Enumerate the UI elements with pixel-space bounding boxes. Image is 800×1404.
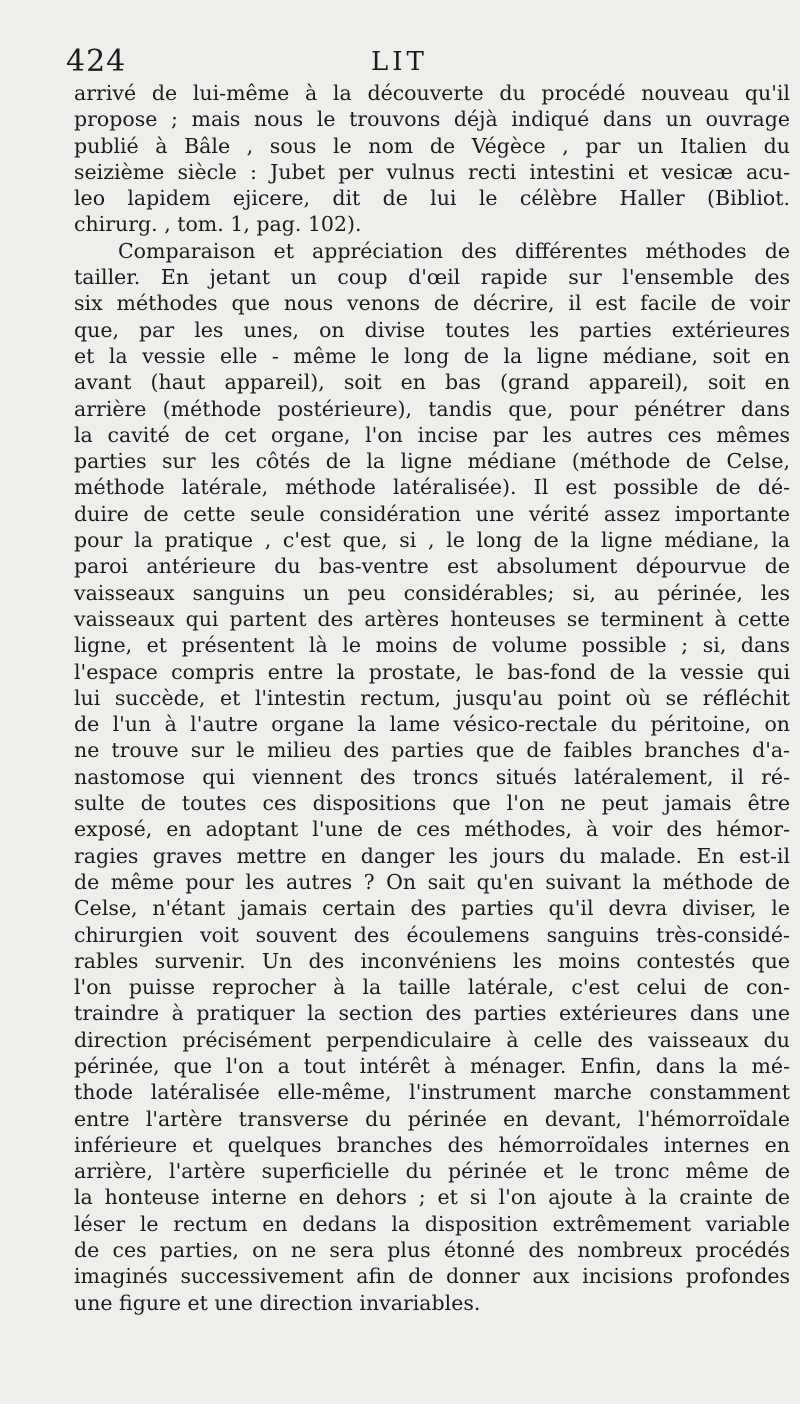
text-line: arrière (méthode postérieure), tandis que, pour pénétrer dans <box>74 396 790 421</box>
text-line: l'espace compris entre la prostate, le bas-fond de la vessie qui <box>74 659 790 684</box>
text-line: et la vessie elle - même le long de la ligne médiane, soit en <box>74 343 790 368</box>
text-line: une figure et une direction invariables. <box>74 1290 481 1315</box>
text-line: paroi antérieure du bas-ventre est absolument dépourvue de <box>74 554 790 579</box>
text-line: parties sur les côtés de la ligne médiane (méthode de Celse, <box>74 449 790 474</box>
text-line: de même pour les autres ? On sait qu'en suivant la méthode de <box>74 869 790 894</box>
text-line: de l'un à l'autre organe la lame vésico-rectale du péritoine, on <box>74 712 790 737</box>
text-line: ligne, et présentent là le moins de volume possible ; si, dans <box>74 633 790 658</box>
text-line: six méthodes que nous venons de décrire, il est facile de voir <box>74 291 790 316</box>
text-line: Comparaison et appréciation des différentes méthodes de <box>118 238 790 263</box>
text-line: traindre à pratiquer la section des parties extérieures dans une <box>74 1001 790 1026</box>
text-line: périnée, que l'on a tout intérêt à ménager. Enfin, dans la mé- <box>74 1053 790 1078</box>
text-line: de ces parties, on ne sera plus étonné des nombreux procédés <box>74 1238 790 1263</box>
text-line: duire de cette seule considération une vérité assez importante <box>74 501 790 526</box>
text-line: arrière, l'artère superficielle du périnée et le tronc même de <box>74 1159 790 1184</box>
text-line: arrivé de lui-même à la découverte du procédé nouveau qu'il <box>74 81 790 105</box>
text-line: ragies graves mettre en danger les jours du malade. En est-il <box>74 843 790 868</box>
text-line: méthode latérale, méthode latéralisée). Il est possible de dé- <box>74 475 790 500</box>
text-line: imaginés successivement afin de donner aux incisions profondes <box>74 1264 790 1289</box>
text-line: avant (haut appareil), soit en bas (grand appareil), soit en <box>74 370 790 395</box>
running-head: LIT <box>371 47 428 77</box>
text-line: nastomose qui viennent des troncs situés latéralement, il ré- <box>74 764 790 789</box>
text-line: rables survenir. Un des inconvéniens les moins contestés que <box>74 948 790 973</box>
text-line: seizième siècle : Jubet per vulnus recti intestini et vesicæ acu- <box>74 159 790 184</box>
text-line: chirurgien voit souvent des écoulemens sanguins très-considé- <box>74 922 790 947</box>
text-line: lui succède, et l'intestin rectum, jusqu'au point où se réfléchit <box>74 685 790 710</box>
text-line: vaisseaux sanguins un peu considérables; si, au périnée, les <box>74 580 790 605</box>
text-line: que, par les unes, on divise toutes les parties extérieures <box>74 317 790 342</box>
text-line: ne trouve sur le milieu des parties que de faibles branches d'a- <box>74 738 790 763</box>
text-line: thode latéralisée elle-même, l'instrument marche constamment <box>74 1080 790 1105</box>
page-number: 424 <box>66 44 127 79</box>
body-text <box>74 80 790 1316</box>
text-line: inférieure et quelques branches des hémorroïdales internes en <box>74 1132 790 1157</box>
text-line: léser le rectum en dedans la disposition extrêmement variable <box>74 1211 790 1236</box>
text-line: leo lapidem ejicere, dit de lui le célèbre Haller (Bibliot. <box>74 186 790 211</box>
text-line: l'on puisse reprocher à la taille latérale, c'est celui de con- <box>74 975 790 1000</box>
text-line: Celse, n'étant jamais certain des parties qu'il devra diviser, le <box>74 896 790 921</box>
text-line: sulte de toutes ces dispositions que l'on ne peut jamais être <box>74 791 790 816</box>
text-line: publié à Bâle , sous le nom de Végèce , par un Italien du <box>74 133 790 158</box>
text-line: tailler. En jetant un coup d'œil rapide sur l'ensemble des <box>74 265 790 290</box>
text-line: pour la pratique , c'est que, si , le long de la ligne médiane, la <box>74 528 790 553</box>
text-line: exposé, en adoptant l'une de ces méthodes, à voir des hémor- <box>74 817 790 842</box>
text-line: entre l'artère transverse du périnée en devant, l'hémorroïdale <box>74 1106 790 1131</box>
text-line: la cavité de cet organe, l'on incise par les autres ces mêmes <box>74 422 790 447</box>
text-line: propose ; mais nous le trouvons déjà indiqué dans un ouvrage <box>74 107 790 132</box>
text-line: chirurg. , tom. 1, pag. 102). <box>74 212 362 237</box>
text-line: direction précisément perpendiculaire à celle des vaisseaux du <box>74 1027 790 1052</box>
text-line: la honteuse interne en dehors ; et si l'on ajoute à la crainte de <box>74 1185 790 1210</box>
text-line: vaisseaux qui partent des artères honteuses se terminent à cette <box>74 606 790 631</box>
